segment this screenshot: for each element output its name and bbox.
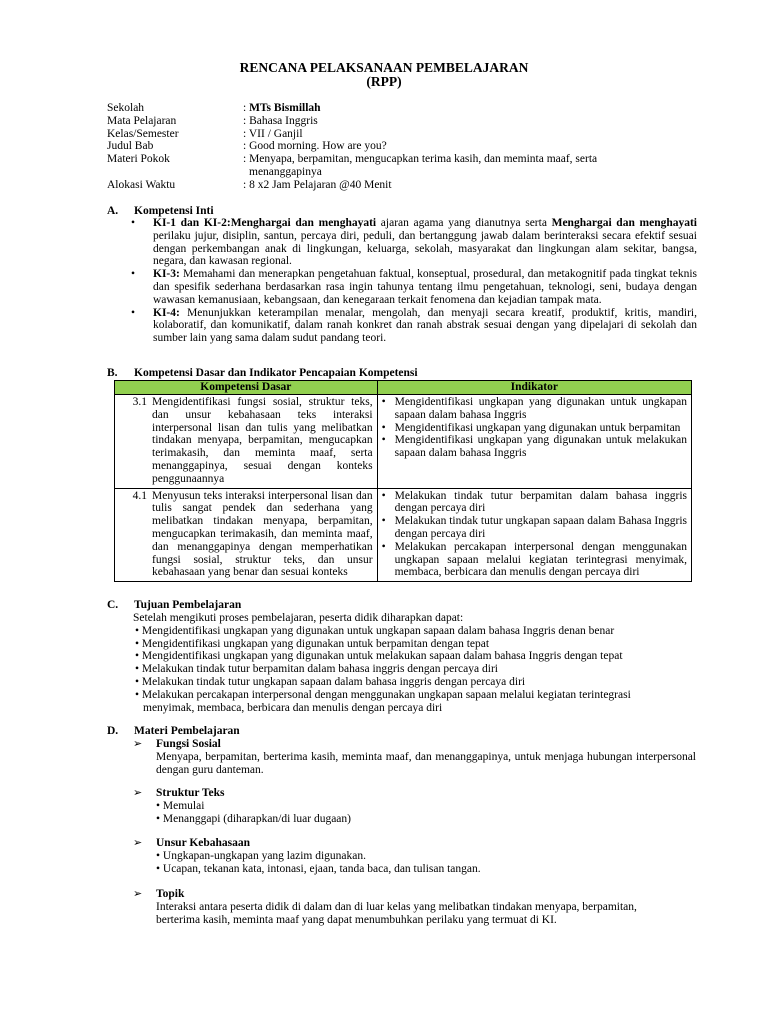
document-title: RENCANA PELAKSANAAN PEMBELAJARAN <box>239 60 529 75</box>
indicator-cell <box>377 395 691 489</box>
identity-label: Mata Pelajaran <box>107 114 177 127</box>
identity-value: : Menyapa, berpamitan, mengucapkan terima kasih, dan meminta maaf, serta menanggapinya <box>243 153 598 178</box>
indicator-item: • Melakukan percakapan interpersonal dengan menggunakan ungkapan sapaan melalui kegiatan terintegrasi menyimak, membaca, berbicara dan menulis dengan percaya diri <box>381 540 687 579</box>
paragraph-line: Interaksi antara peserta didik di dalam dan di luar kelas yang melibatkan tindakan menyapa, berpamitan, <box>156 900 637 913</box>
identity-label: Kelas/Semester <box>107 127 179 140</box>
indicator-item: • Mengidentifikasi ungkapan yang digunakan untuk berpamitan <box>381 421 681 434</box>
identity-label: Materi Pokok <box>107 153 170 166</box>
table-header-row <box>115 381 692 395</box>
bullet-icon: • <box>381 421 386 434</box>
indicator-item: • Melakukan tindak tutur ungkapan sapaan dalam Bahasa Inggris dengan percaya diri <box>381 515 687 540</box>
identity-label: Judul Bab <box>107 140 154 153</box>
identity-row <box>107 102 707 115</box>
identity-row <box>107 140 707 153</box>
ki-list <box>131 217 697 345</box>
identity-row <box>107 128 707 141</box>
identity-value: : MTs Bismillah <box>243 102 321 114</box>
arrow-bullet-icon: ➢ <box>133 888 143 900</box>
identity-value: : Good morning. How are you? <box>243 140 387 153</box>
list-item: • Mengidentifikasi ungkapan yang digunakan untuk melakukan sapaan dalam bahasa Inggris dengan tepat <box>135 650 623 663</box>
ki-item: • KI-3: Memahami dan menerapkan pengetahuan faktual, konseptual, prosedural, dan metakognitif pada tingkat teknis dan spesifik sederhana berdasarkan rasa ingin tahunya tentang ilmu pengetahuan, teknologi, seni, budaya dengan wawasan kemanusiaan, kebangsaan, dan kenegaraan terkait fenomena dan kejadian tampak mata. <box>131 268 697 306</box>
bullet-icon: • <box>131 306 136 319</box>
list-item: • Melakukan tindak tutur ungkapan sapaan dalam bahasa inggris dengan percaya diri <box>135 675 526 688</box>
ki-item: • KI-1 dan KI-2:Menghargai dan menghayati ajaran agama yang dianutnya serta Menghargai dan menghayati perilaku jujur, disiplin, santun, percaya diri, peduli, dan bertanggung jawab dalam berinteraksi secara efektif sesuai dengan perkembangan anak di lingkungan, keluarga, sekolah, masyarakat dan lingkungan alam sekitar, bangsa, negara, dan kawasan regional. <box>131 217 698 268</box>
kd-cell: 3.1 Mengidentifikasi fungsi sosial, struktur teks, dan unsur kebahasaan teks interaksi interpersonal lisan dan tulis yang melibatkan tindakan menyapa, berpamitan, mengucapkan terimakasih, dan meminta maaf, serta menanggapinya, sesuai dengan konteks penggunaannya <box>115 395 378 489</box>
list-item: • Ucapan, tekanan kata, intonasi, ejaan, tanda baca, dan tulisan tangan. <box>156 862 481 875</box>
arrow-bullet-icon: ➢ <box>133 837 143 849</box>
kd-cell: 4.1 Menyusun teks interaksi interpersonal lisan dan tulis sangat pendek dan sederhana yang melibatkan tindakan menyapa, berpamitan, mengucapkan terimakasih, dan meminta maaf, dan menanggapinya dengan memperhatikan fungsi sosial, struktur teks, dan unsur kebahasaan yang benar dan sesuai konteks <box>115 488 378 582</box>
table-row <box>115 488 692 582</box>
bullet-icon: • <box>381 540 386 553</box>
indicator-item: • Mengidentifikasi ungkapan yang digunakan untuk melakukan sapaan dalam bahasa Inggris <box>381 434 687 460</box>
list-item: • Mengidentifikasi ungkapan yang digunakan untuk berpamitan dengan tepat <box>135 637 490 650</box>
list-item: • Ungkapan-ungkapan yang lazim digunakan. <box>156 849 367 862</box>
table-header-indikator: Indikator <box>377 381 691 395</box>
list-item: • Melakukan tindak tutur berpamitan dalam bahasa inggris dengan percaya diri <box>135 663 498 676</box>
identity-value: : Bahasa Inggris <box>243 114 318 127</box>
list-item: • Melakukan percakapan interpersonal dengan menggunakan ungkapan sapaan melalui kegiatan terintegrasi <box>135 688 631 701</box>
competency-table <box>114 380 692 582</box>
bullet-icon: • <box>381 434 386 447</box>
list-item: • Menanggapi (diharapkan/di luar dugaan) <box>156 812 351 825</box>
document-page: RENCANA PELAKSANAAN PEMBELAJARAN (RPP) Sekolah : MTs Bismillah Mata Pelajaran : Bahasa Inggris Kelas/Semester : VII / Ganjil Judul Bab : Good morning. How are you? Materi Pokok : Menyapa, berpamitan, mengucapkan terima kasih, dan meminta maaf, serta menanggapinya Alokasi Waktu : 8 x2 Jam Pelajaran @40 Menit A. Kompetensi Inti • KI-1 dan KI-2:Menghargai dan menghayati ajaran agama yang dianutnya serta Menghargai dan menghayati perilaku jujur, disiplin, santun, percaya diri, peduli, dan bertanggung jawab dalam berinteraksi secara efektif sesuai dengan perkembangan anak di lingkungan, keluarga, sekolah, masyarakat dan lingkungan alam sekitar, bangsa, negara, dan kawasan regional. • KI-3: Memahami dan menerapkan pengetahuan faktual, konseptual, prosedural, dan metakognitif pada tingkat teknis dan spesifik sederhana berdasarkan rasa ingin tahunya tentang ilmu pengetahuan, teknologi, seni, budaya dengan wawasan kemanusiaan, kebangsaan, dan kenegaraan terkait fenomena dan kejadian tampak mata. • KI-4: Menunjukkan keterampilan menalar, mengolah, dan menyaji secara kreatif, produktif, kritis, mandiri, kolaboratif, dan komunikatif, dalam ranah konkret dan ranah abstrak sesuai dengan yang dipelajari di sekolah dan sumber lain yang sama dalam sudut pandang teori. B. Kompetensi Dasar dan Indikator Pencapaian Kompetensi Kompetensi Dasar Indikator 3.1 Mengidentifikasi fungsi sosial, struktur teks, dan unsur kebahasaan teks interaksi interpersonal lisan dan tulis yang melibatkan tindakan menyapa, berpamitan, mengucapkan terimakasih, dan meminta maaf, serta menanggapinya, sesuai dengan konteks penggunaannya • Mengidentifikasi ungkapan yang digunakan untuk ungkapan sapaan dalam bahasa Inggris • Mengidentifikasi ungkapan yang digunakan untuk berpamitan • Mengidentifikasi ungkapan yang digunakan untuk melakukan sapaan dalam bahasa Inggris 4.1 Menyusun teks interaksi interpersonal lisan dan tulis sangat pendek dan sederhana yang melibatkan tindakan menyapa, berpamitan, mengucapkan terimakasih, dan meminta maaf, dan menanggapinya dengan memperhatikan fungsi sosial, struktur teks, dan unsur kebahasaan yang benar dan sesuai konteks • Melakukan tindak tutur berpamitan dalam bahasa inggris dengan percaya diri • Melakukan tindak tutur ungkapan sapaan dalam Bahasa Inggris dengan percaya diri • Melakukan percakapan interpersonal dengan menggunakan ungkapan sapaan melalui kegiatan terintegrasi menyimak, membaca, berbicara dan menulis dengan percaya diri C. Tujuan Pembelajaran Setelah mengikuti proses pembelajaran, peserta didik diharapkan dapat: • Mengidentifikasi ungkapan yang digunakan untuk ungkapan sapaan dalam bahasa Inggris denan benar • Mengidentifikasi ungkapan yang digunakan untuk berpamitan dengan tepat • Mengidentifikasi ungkapan yang digunakan untuk melakukan sapaan dalam bahasa Inggris dengan tepat • Melakukan tindak tutur berpamitan dalam bahasa inggris dengan percaya diri • Melakukan tindak tutur ungkapan sapaan dalam bahasa inggris dengan percaya diri • Melakukan percakapan interpersonal dengan menggunakan ungkapan sapaan melalui kegiatan terintegrasi menyimak, membaca, berbicara dan menulis dengan percaya diri D. Materi Pembelajaran ➢ Fungsi Sosial Menyapa, berpamitan, berterima kasih, meminta maaf, dan menanggapinya, untuk menjaga hubungan interpersonal dengan guru danteman. ➢ Struktur Teks • Memulai • Menanggapi (diharapkan/di luar dugaan) ➢ Unsur Kebahasaan • Ungkapan-ungkapan yang lazim digunakan. • Ucapan, tekanan kata, intonasi, ejaan, tanda baca, dan tulisan tangan. ➢ Topik Interaksi antara peserta didik di dalam dan di luar kelas yang melibatkan tindakan menyapa, berpamitan, berterima kasih, meminta maaf yang dapat menumbuhkan perilaku yang termuat di KI. <box>0 0 768 1024</box>
list-item: • Mengidentifikasi ungkapan yang digunakan untuk ungkapan sapaan dalam bahasa Inggris denan benar <box>135 624 615 637</box>
indicator-item: • Melakukan tindak tutur berpamitan dalam bahasa inggris dengan percaya diri <box>381 489 687 515</box>
paragraph-line: berterima kasih, meminta maaf yang dapat menumbuhkan perilaku yang termuat di KI. <box>156 913 557 926</box>
list-item-continuation: menyimak, membaca, berbicara dan menulis dengan percaya diri <box>143 701 443 714</box>
indicator-cell <box>377 488 691 582</box>
table-row <box>115 395 692 489</box>
bullet-icon: • <box>381 515 386 528</box>
ki-item: • KI-4: Menunjukkan keterampilan menalar, mengolah, dan menyaji secara kreatif, produktif, kritis, mandiri, kolaboratif, dan komunikatif, dalam ranah konkret dan ranah abstrak sesuai dengan yang dipelajari di sekolah dan sumber lain yang sama dalam sudut pandang teori. <box>131 306 697 345</box>
arrow-bullet-icon: ➢ <box>133 738 143 750</box>
identity-value: : VII / Ganjil <box>243 127 303 140</box>
identity-value: : 8 x2 Jam Pelajaran @40 Menit <box>243 178 392 191</box>
bullet-icon: • <box>381 396 386 408</box>
indicator-item: • Mengidentifikasi ungkapan yang digunakan untuk ungkapan sapaan dalam bahasa Inggris <box>381 396 687 421</box>
identity-row <box>107 153 707 179</box>
identity-row <box>107 179 707 192</box>
objectives-list <box>133 612 713 714</box>
identity-label: Sekolah <box>107 102 145 114</box>
bullet-icon: • <box>131 217 136 229</box>
objectives-intro: Setelah mengikuti proses pembelajaran, peserta didik diharapkan dapat: <box>133 612 464 624</box>
table-header-kd: Kompetensi Dasar <box>115 381 378 395</box>
bullet-icon: • <box>131 268 136 281</box>
identity-row <box>107 115 707 128</box>
arrow-bullet-icon: ➢ <box>133 787 143 799</box>
identity-block <box>107 102 707 192</box>
identity-label: Alokasi Waktu <box>107 178 176 191</box>
bullet-icon: • <box>381 489 386 502</box>
document-subtitle: (RPP) <box>366 74 402 89</box>
list-item: • Memulai <box>156 799 205 812</box>
